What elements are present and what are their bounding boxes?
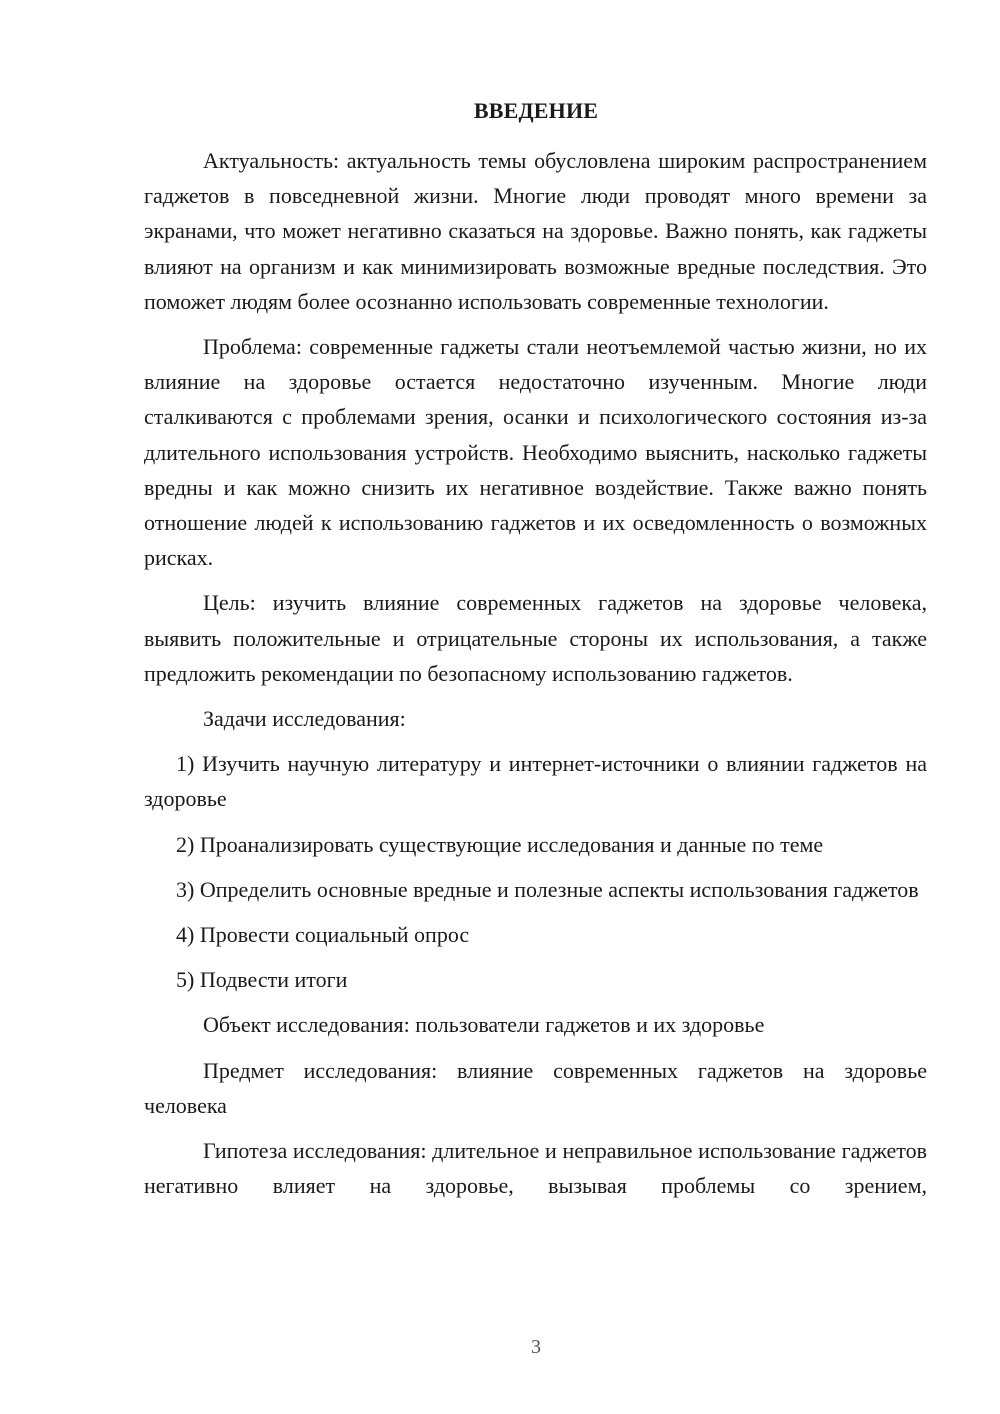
list-item: 1) Изучить научную литературу и интернет-источники о влиянии гаджетов на здоровье bbox=[144, 751, 927, 812]
page-number: 3 bbox=[531, 1336, 541, 1358]
subject-paragraph: Предмет исследования: влияние современных гаджетов на здоровье человека bbox=[144, 1057, 927, 1118]
object-paragraph: Объект исследования: пользователи гаджетов и их здоровье bbox=[203, 1012, 765, 1038]
tasks-heading: Задачи исследования: bbox=[203, 706, 406, 732]
section-title: ВВЕДЕНИЕ bbox=[473, 98, 599, 123]
list-item: 3) Определить основные вредные и полезные аспекты использования гаджетов bbox=[176, 876, 919, 902]
list-item: 5) Подвести итоги bbox=[176, 967, 348, 993]
hypothesis-paragraph: Гипотеза исследования: длительное и неправильное использование гаджетов негативно влияет на здоровье, вызывая проблемы со зрением, bbox=[144, 1138, 927, 1199]
tasks-list bbox=[144, 746, 927, 997]
body-text bbox=[144, 143, 927, 1213]
relevance-paragraph: Актуальность: актуальность темы обусловлена широким распространением гаджетов в повседневной жизни. Многие люди проводят много времени за экранами, что может негативно сказаться на здоровье. Важно понять, как гаджеты влияют на организм и как минимизировать возможные вредные последствия. Это поможет людям более осознанно использовать современные технологии. bbox=[144, 148, 927, 314]
list-item: 4) Провести социальный опрос bbox=[176, 922, 470, 948]
list-item: 2) Проанализировать существующие исследования и данные по теме bbox=[176, 831, 824, 857]
problem-paragraph: Проблема: современные гаджеты стали неотъемлемой частью жизни, но их влияние на здоровье остается недостаточно изученным. Многие люди сталкиваются с проблемами зрения, осанки и психологического состояния из-за длительного использования устройств. Необходимо выяснить, насколько гаджеты вредны и как можно снизить их негативное воздействие. Также важно понять отношение людей к использованию гаджетов и их осведомленность о возможных рисках. bbox=[144, 334, 927, 571]
goal-paragraph: Цель: изучить влияние современных гаджетов на здоровье человека, выявить положительные и отрицательные стороны их использования, а также предложить рекомендации по безопасному использованию гаджетов. bbox=[144, 590, 927, 686]
